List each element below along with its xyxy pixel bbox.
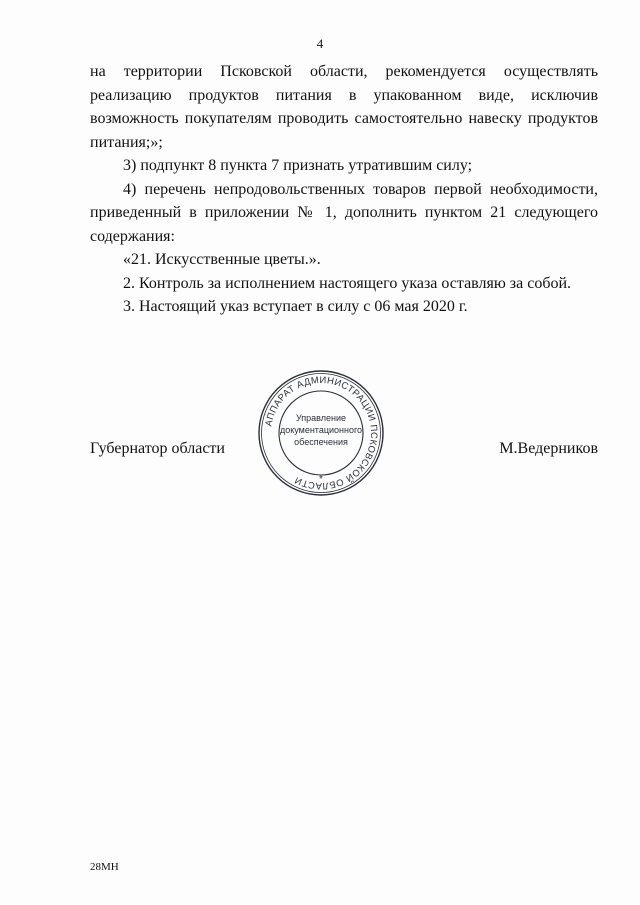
paragraph-item-4	[90, 178, 598, 249]
paragraph-point-3: 3. Настоящий указ вступает в силу с 06 мая 2020 г.	[123, 298, 468, 315]
paragraph-quote: «21. Искусственные цветы.».	[123, 251, 321, 268]
stamp-star: *	[319, 474, 323, 485]
paragraph-item-3: 3) подпункт 8 пункта 7 признать утратившим силу;	[123, 157, 473, 174]
text-line: возможность покупателям проводить самостоятельно навеску продуктов	[90, 110, 598, 127]
decree-body	[90, 60, 598, 319]
stamp-ring-text: АППАРАТ АДМИНИСТРАЦИИ ПСКОВСКОЙ ОБЛАСТИ	[262, 373, 381, 493]
document-code: 28МН	[90, 861, 119, 873]
stamp-center-line: обеспечения	[294, 437, 348, 447]
text-line: 4) перечень непродовольственных товаров первой необходимости,	[123, 180, 598, 198]
page-number: 4	[316, 36, 324, 51]
stamp-center-line: документационного	[279, 425, 363, 435]
stamp-center-line: Управление	[295, 413, 347, 423]
paragraph-point-2: 2. Контроль за исполнением настоящего указа оставляю за собой.	[123, 274, 572, 292]
signer-title: Губернатор области	[90, 440, 225, 457]
paragraph-continuation	[90, 60, 598, 154]
text-line: реализацию продуктов питания в упакованном виде, исключив	[90, 86, 598, 104]
official-stamp	[257, 369, 385, 497]
text-line: содержания:	[90, 227, 175, 245]
text-line: на территории Псковской области, рекомендуется осуществлять	[90, 63, 598, 80]
signer-name: М.Ведерников	[499, 440, 598, 457]
text-line: приведенный в приложении № 1, дополнить пунктом 21 следующего	[90, 204, 598, 221]
text-line: питания;»;	[90, 133, 163, 151]
